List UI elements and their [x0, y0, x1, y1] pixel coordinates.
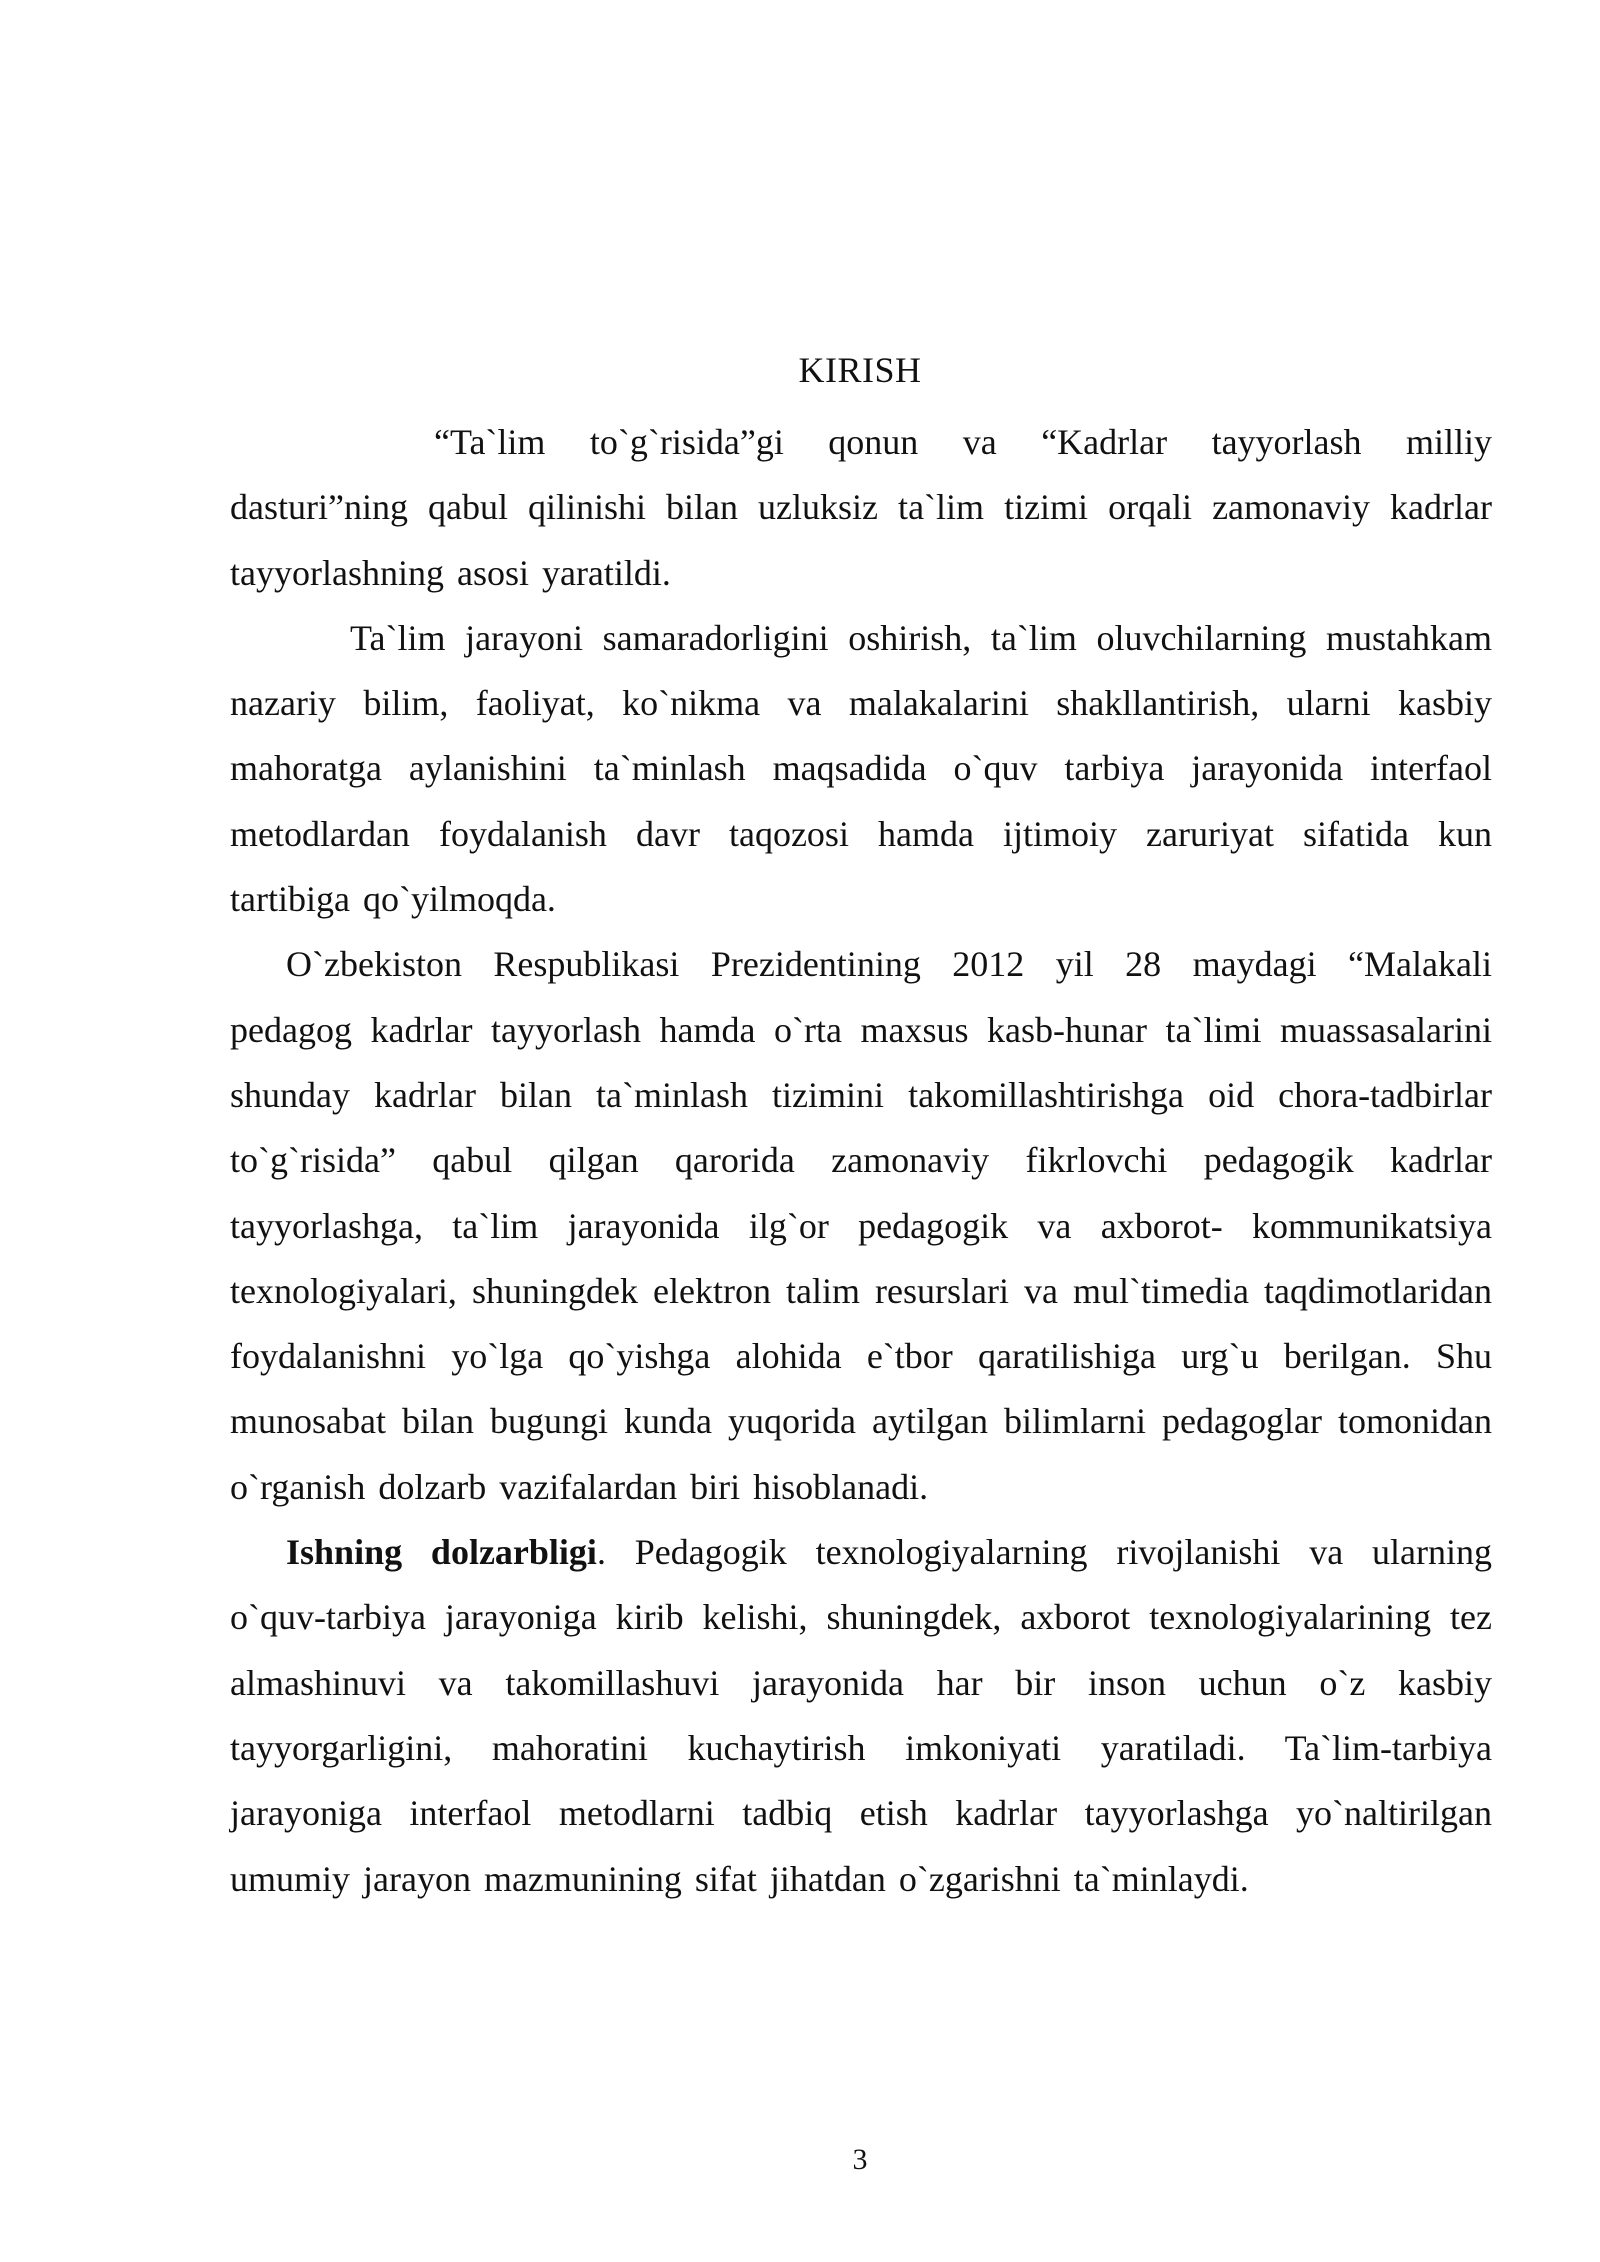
paragraph-2: Ta`lim jarayoni samaradorligini oshirish, ta`lim oluvchilarning mustahkam nazariy bilim, faoliyat, ko`nikma va malakalarini shakllantirish, ularni kasbiy mahoratga aylanishini ta`minlash maqsadida o`quv tarbiya jarayonida interfaol metodlardan foydalanish davr taqozosi hamda ijtimoiy zaruriyat sifatida kun tartibiga qo`yilmoqda.	[230, 617, 1492, 920]
section-heading: KIRISH	[798, 350, 922, 390]
paragraph-4-text: . Pedagogik texnologiyalarning rivojlanishi va ularning o`quv-tarbiya jarayoniga kirib kelishi, shuningdek, axborot texnologiyalarining tez almashinuvi va takomillashuvi jarayonida har bir inson uchun o`z kasbiy tayyorgarligini, mahoratini kuchaytirish imkoniyati yaratiladi. Ta`lim-tarbiya jarayoniga interfaol metodlarni tadbiq etish kadrlar tayyorlashga yo`naltirilgan umumiy jarayon mazmunining sifat jihatdan o`zgarishni ta`minlaydi.	[230, 1532, 1492, 1899]
paragraph-4	[230, 1520, 1492, 1912]
page-number: 3	[852, 2143, 868, 2176]
paragraph-1: “Ta`lim to`g`risida”gi qonun va “Kadrlar tayyorlash milliy dasturi”ning qabul qilinishi bilan uzluksiz ta`lim tizimi orqali zamonaviy kadrlar tayyorlashning asosi yaratildi.	[230, 422, 1492, 593]
paragraph-3: O`zbekiston Respublikasi Prezidentining 2012 yil 28 maydagi “Malakali pedagog kadrlar tayyorlash hamda o`rta maxsus kasb-hunar ta`limi muassasalarini shunday kadrlar bilan ta`minlash tizimini takomillashtirishga oid chora-tadbirlar to`g`risida” qabul qilgan qarorida zamonaviy fikrlovchi pedagogik kadrlar tayyorlashga, ta`lim jarayonida ilg`or pedagogik va axborot- kommunikatsiya texnologiyalari, shuningdek elektron talim resurslari va mul`timedia taqdimotlaridan foydalanishni yo`lga qo`yishga alohida e`tbor qaratilishiga urg`u berilgan. Shu munosabat bilan bugungi kunda yuqorida aytilgan bilimlarni pedagoglar tomonidan o`rganish dolzarb vazifalardan biri hisoblanadi.	[230, 944, 1492, 1507]
paragraph-4-lead: Ishning dolzarbligi	[286, 1532, 597, 1573]
body-text	[230, 410, 1492, 1912]
